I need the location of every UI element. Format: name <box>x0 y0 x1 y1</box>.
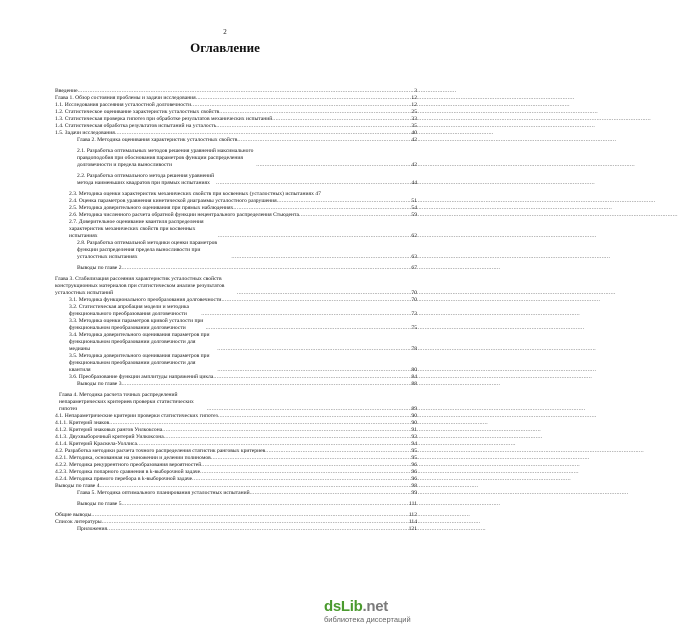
toc-leader-dots <box>102 519 408 526</box>
toc-entry-title: 4.2.3. Методика попарного сравнения в k-выборочной задаче <box>55 469 201 475</box>
toc-entry[interactable] <box>55 434 417 441</box>
toc-entry-page: 95 <box>411 448 417 454</box>
toc-entry-title: Глава 4. Методика расчета точных распределений непараметрических критериев проверки статистических гипотез <box>59 392 194 412</box>
toc-entry-page: 96 <box>411 476 417 482</box>
toc-leader-dots <box>78 88 414 95</box>
toc-entry[interactable] <box>55 130 417 137</box>
toc-entry-page: 96 <box>411 469 417 475</box>
toc-entry[interactable] <box>55 501 417 508</box>
toc-entry-page: 114 <box>408 519 417 525</box>
toc-entry-title: 2.2. Разработка оптимального метода решения уравнений метода наименьших квадратов при прямых испытаниях <box>77 173 215 186</box>
toc-leader-dots <box>109 420 410 427</box>
toc-entry-title: 2.3. Методика оценки характеристик механических свойств при косвенных (усталостных) испытаниях 47 <box>69 191 321 197</box>
toc-entry[interactable] <box>55 441 417 448</box>
toc-leader-dots <box>256 162 410 169</box>
toc-entry[interactable] <box>55 240 417 261</box>
toc-leader-dots <box>216 123 410 130</box>
toc-entry-page: 98 <box>411 483 417 489</box>
toc-entry-page: 3 <box>414 88 417 94</box>
toc-entry[interactable] <box>55 198 417 205</box>
toc-entry-title: 1.2. Статистическое оценивание характеристик усталостных свойств <box>55 109 220 115</box>
toc-entry-page: 44 <box>411 180 417 186</box>
toc-leader-dots <box>218 233 411 240</box>
logo-tagline: библиотека диссертаций <box>324 615 411 624</box>
toc-entry[interactable] <box>55 332 417 353</box>
toc-leader-dots <box>250 490 411 497</box>
toc-entry-page: 112 <box>408 512 417 518</box>
toc-entry-title: 3.6. Преобразование функции амплитуды напряжений цикла <box>69 374 214 380</box>
toc-entry-title: Глава 2. Методика оценивания характеристик усталостных свойств <box>77 137 238 143</box>
toc-entry[interactable] <box>55 205 417 212</box>
toc-entry[interactable] <box>55 265 417 272</box>
toc-leader-dots <box>201 311 410 318</box>
toc-entry[interactable] <box>55 420 417 427</box>
toc-entry[interactable] <box>55 353 417 374</box>
toc-entry[interactable] <box>55 413 417 420</box>
toc-entry-page: 78 <box>411 346 417 352</box>
toc-entry[interactable] <box>55 483 417 490</box>
toc-leader-dots <box>206 325 411 332</box>
toc-leader-dots <box>91 512 408 519</box>
toc-entry-title: 4.1.2. Критерий знаковых рангов Уилкоксона <box>55 427 163 433</box>
toc-leader-dots <box>217 367 410 374</box>
toc-entry[interactable] <box>55 219 417 240</box>
page-number: 2 <box>223 28 227 36</box>
toc-entry[interactable] <box>55 490 417 497</box>
toc-entry[interactable] <box>55 102 417 109</box>
toc-entry-title: Введение <box>55 88 78 94</box>
toc-entry-page: 88 <box>411 381 417 387</box>
toc-leader-dots <box>211 455 411 462</box>
toc-entry-title: 4.1. Непараметрические критерии проверки статистических гипотез <box>55 413 218 419</box>
toc-entry-title: Глава 3. Стабилизация рассеяния характеристик усталостных свойств конструкционных материалов при статистическом анализе результатов усталостных испытаний <box>55 276 225 296</box>
toc-entry[interactable] <box>55 109 417 116</box>
toc-entry-page: 93 <box>411 434 417 440</box>
toc-entry-title: 2.5. Методика доверительного оценивания при прямых наблюдениях <box>69 205 234 211</box>
toc-leader-dots <box>221 297 410 304</box>
toc-entry-page: 111 <box>409 501 417 507</box>
toc-leader-dots <box>207 406 411 413</box>
toc-entry[interactable] <box>55 116 417 123</box>
dslib-logo[interactable] <box>324 598 442 628</box>
toc-entry-page: 70 <box>411 297 417 303</box>
toc-entry[interactable] <box>55 212 417 219</box>
toc-entry-title: 4.1.3. Двухвыборочный критерий Уилкоксона <box>55 434 164 440</box>
toc-entry-title: 2.8. Разработка оптимальной методики оценки параметров функции распределения предела выносливости при усталостных испытаниях <box>77 240 218 260</box>
toc-entry-page: 90 <box>411 420 417 426</box>
toc-entry-page: 12 <box>411 102 417 108</box>
toc-leader-dots <box>216 180 410 187</box>
toc-entry-title: 2.7. Доверительное оценивание квантиля распределения характеристик механических свойств при косвенных испытаниях <box>69 219 204 239</box>
toc-entry[interactable] <box>55 173 417 187</box>
toc-leader-dots <box>219 109 410 116</box>
toc-entry[interactable] <box>55 448 417 455</box>
toc-entry-title: Список литературы <box>55 519 102 525</box>
toc-leader-dots <box>196 95 411 102</box>
toc-entry-page: 40 <box>411 130 417 136</box>
toc-entry-title: 4.2.4. Методика прямого перебора в k-выборочной задаче <box>55 476 193 482</box>
toc-leader-dots <box>122 501 409 508</box>
toc-leader-dots <box>237 290 411 297</box>
toc-entry[interactable] <box>55 137 417 144</box>
toc-leader-dots <box>115 130 411 137</box>
toc-leader-dots <box>100 483 411 490</box>
toc-entry-title: 2.6. Методика численного расчета обратной функции нецентрального распределения Стьюдента <box>69 212 300 218</box>
toc-entry-title: Выводы по главе 4 <box>55 483 100 489</box>
toc-entry-title: 1.3. Статистическая проверка гипотез при обработке результатов механических испытаний <box>55 116 273 122</box>
toc-entry[interactable] <box>55 462 417 469</box>
toc-leader-dots <box>122 381 411 388</box>
toc-leader-dots <box>231 254 410 261</box>
toc-entry-title: 2.1. Разработка оптимальных методов решения уравнений максимального правдоподобия при обоснования параметров функции распределения долговечности и предела выносливости <box>77 148 254 168</box>
toc-entry-page: 67 <box>411 265 417 271</box>
toc-entry-page: 91 <box>411 427 417 433</box>
toc-entry-page: 63 <box>411 254 417 260</box>
toc-entry-page: 94 <box>411 441 417 447</box>
toc-entry-page: 62 <box>411 233 417 239</box>
toc-leader-dots <box>299 212 410 219</box>
toc-leader-dots <box>237 137 410 144</box>
toc-entry[interactable] <box>55 392 417 413</box>
toc-title: Оглавление <box>190 40 260 55</box>
toc-entry[interactable] <box>55 512 417 519</box>
toc-leader-dots <box>192 476 410 483</box>
toc-entry[interactable] <box>55 88 417 95</box>
toc-entry-title: 1.1. Исследования рассеяния усталостной долговечности <box>55 102 192 108</box>
toc-entry-title: 3.2. Статистическая апробация модели и методика функционального преобразования долговечности <box>69 304 190 317</box>
toc-entry[interactable] <box>55 276 417 297</box>
toc-entry-title: Выводы по главе 3 <box>77 381 122 387</box>
toc-entry-title: 1.5. Задачи исследования <box>55 130 115 136</box>
toc-entry-page: 99 <box>411 490 417 496</box>
toc-entry-title: Глава 1. Обзор состояния проблемы и задачи исследования <box>55 95 196 101</box>
toc-entry-title: Выводы по главе 5 <box>77 501 122 507</box>
toc-leader-dots <box>122 265 411 272</box>
toc-entry[interactable] <box>55 191 417 198</box>
toc-leader-dots <box>201 462 410 469</box>
toc-entry[interactable] <box>55 519 417 526</box>
toc-leader-dots <box>277 198 411 205</box>
toc-entry-title: Приложения <box>77 526 108 532</box>
toc-leader-dots <box>137 441 410 448</box>
toc-entry-page: 35 <box>411 123 417 129</box>
toc-entry-page: 59 <box>411 212 417 218</box>
toc-entry-title: 1.4. Статистическая обработка результатов испытаний на усталость <box>55 123 217 129</box>
toc-entry-title: Выводы по главе 2 <box>77 265 122 271</box>
toc-entry[interactable] <box>55 318 417 332</box>
toc-entry-title: 4.2. Разработка методики расчета точного распределения статистик ранговых критериев <box>55 448 266 454</box>
toc-entry-title: Глава 5. Методика оптимального планирования усталостных испытаний <box>77 490 250 496</box>
toc-entry-page: 42 <box>411 137 417 143</box>
toc-entry-title: 3.5. Методика доверительного оценивания параметров при функциональном преобразовании долговечности для квантиля <box>69 353 210 373</box>
toc-entry-page: 42 <box>411 162 417 168</box>
toc-entry-page: 95 <box>411 455 417 461</box>
toc-entry-title: 3.4. Методика доверительного оценивания параметров при функциональном преобразовании долговечности для медианы <box>69 332 210 352</box>
logo-mark: dsLib.net <box>324 598 388 615</box>
toc-entry[interactable] <box>55 304 417 318</box>
toc-leader-dots <box>164 434 411 441</box>
toc-entry-page: 33 <box>411 116 417 122</box>
toc-entry-title: Общие выводы <box>55 512 92 518</box>
toc-entry-title: 3.3. Методика оценки параметров кривой усталости при функциональном преобразовании долговечности <box>69 318 204 331</box>
toc-entry[interactable] <box>55 476 417 483</box>
toc-leader-dots <box>162 427 410 434</box>
toc-entry-page: 96 <box>411 462 417 468</box>
toc-entry-title: 3.1. Методика функционального преобразования долговечности <box>69 297 222 303</box>
toc-entry-page: 121 <box>408 526 417 532</box>
toc-entry[interactable] <box>55 123 417 130</box>
toc-entry-page: 90 <box>411 413 417 419</box>
toc-entry-page: 51 <box>411 198 417 204</box>
toc-entry[interactable] <box>55 148 417 169</box>
toc-leader-dots <box>191 102 410 109</box>
toc-entry-title: 4.2.1. Методика, основанная на умножении и делении полиномов <box>55 455 211 461</box>
toc-entry[interactable] <box>55 526 417 533</box>
toc-entry-page: 25 <box>411 109 417 115</box>
toc-leader-dots <box>107 526 407 533</box>
toc-leader-dots <box>265 448 410 455</box>
toc-entry-page: 73 <box>411 311 417 317</box>
toc-leader-dots <box>217 346 410 353</box>
toc-entry-page: 75 <box>411 325 417 331</box>
toc-entry-title: 4.1.1. Критерий знаков <box>55 420 110 426</box>
toc-entry[interactable] <box>55 427 417 434</box>
toc-entry[interactable] <box>55 95 417 102</box>
toc-entry-page: 12 <box>411 95 417 101</box>
toc-entry[interactable] <box>55 297 417 304</box>
toc-leader-dots <box>272 116 410 123</box>
toc-entry-page: 54 <box>411 205 417 211</box>
table-of-contents <box>55 88 417 533</box>
toc-entry-page: 89 <box>411 406 417 412</box>
toc-leader-dots <box>200 469 410 476</box>
toc-entry[interactable] <box>55 469 417 476</box>
toc-leader-dots <box>213 374 410 381</box>
toc-entry[interactable] <box>55 374 417 381</box>
toc-entry-title: 2.4. Оценка параметров уравнения кинетической диаграммы усталостного разрушения <box>69 198 277 204</box>
toc-entry-page: 80 <box>411 367 417 373</box>
toc-entry[interactable] <box>55 455 417 462</box>
toc-entry-title: 4.2.2. Методика рекуррентного преобразования вероятностей <box>55 462 202 468</box>
toc-leader-dots <box>218 413 411 420</box>
toc-entry[interactable] <box>55 381 417 388</box>
toc-entry-page: 84 <box>411 374 417 380</box>
toc-entry-page: 70 <box>411 290 417 296</box>
toc-leader-dots <box>233 205 410 212</box>
toc-entry-title: 4.1.4. Критерий Краскела-Уоллиса <box>55 441 137 447</box>
